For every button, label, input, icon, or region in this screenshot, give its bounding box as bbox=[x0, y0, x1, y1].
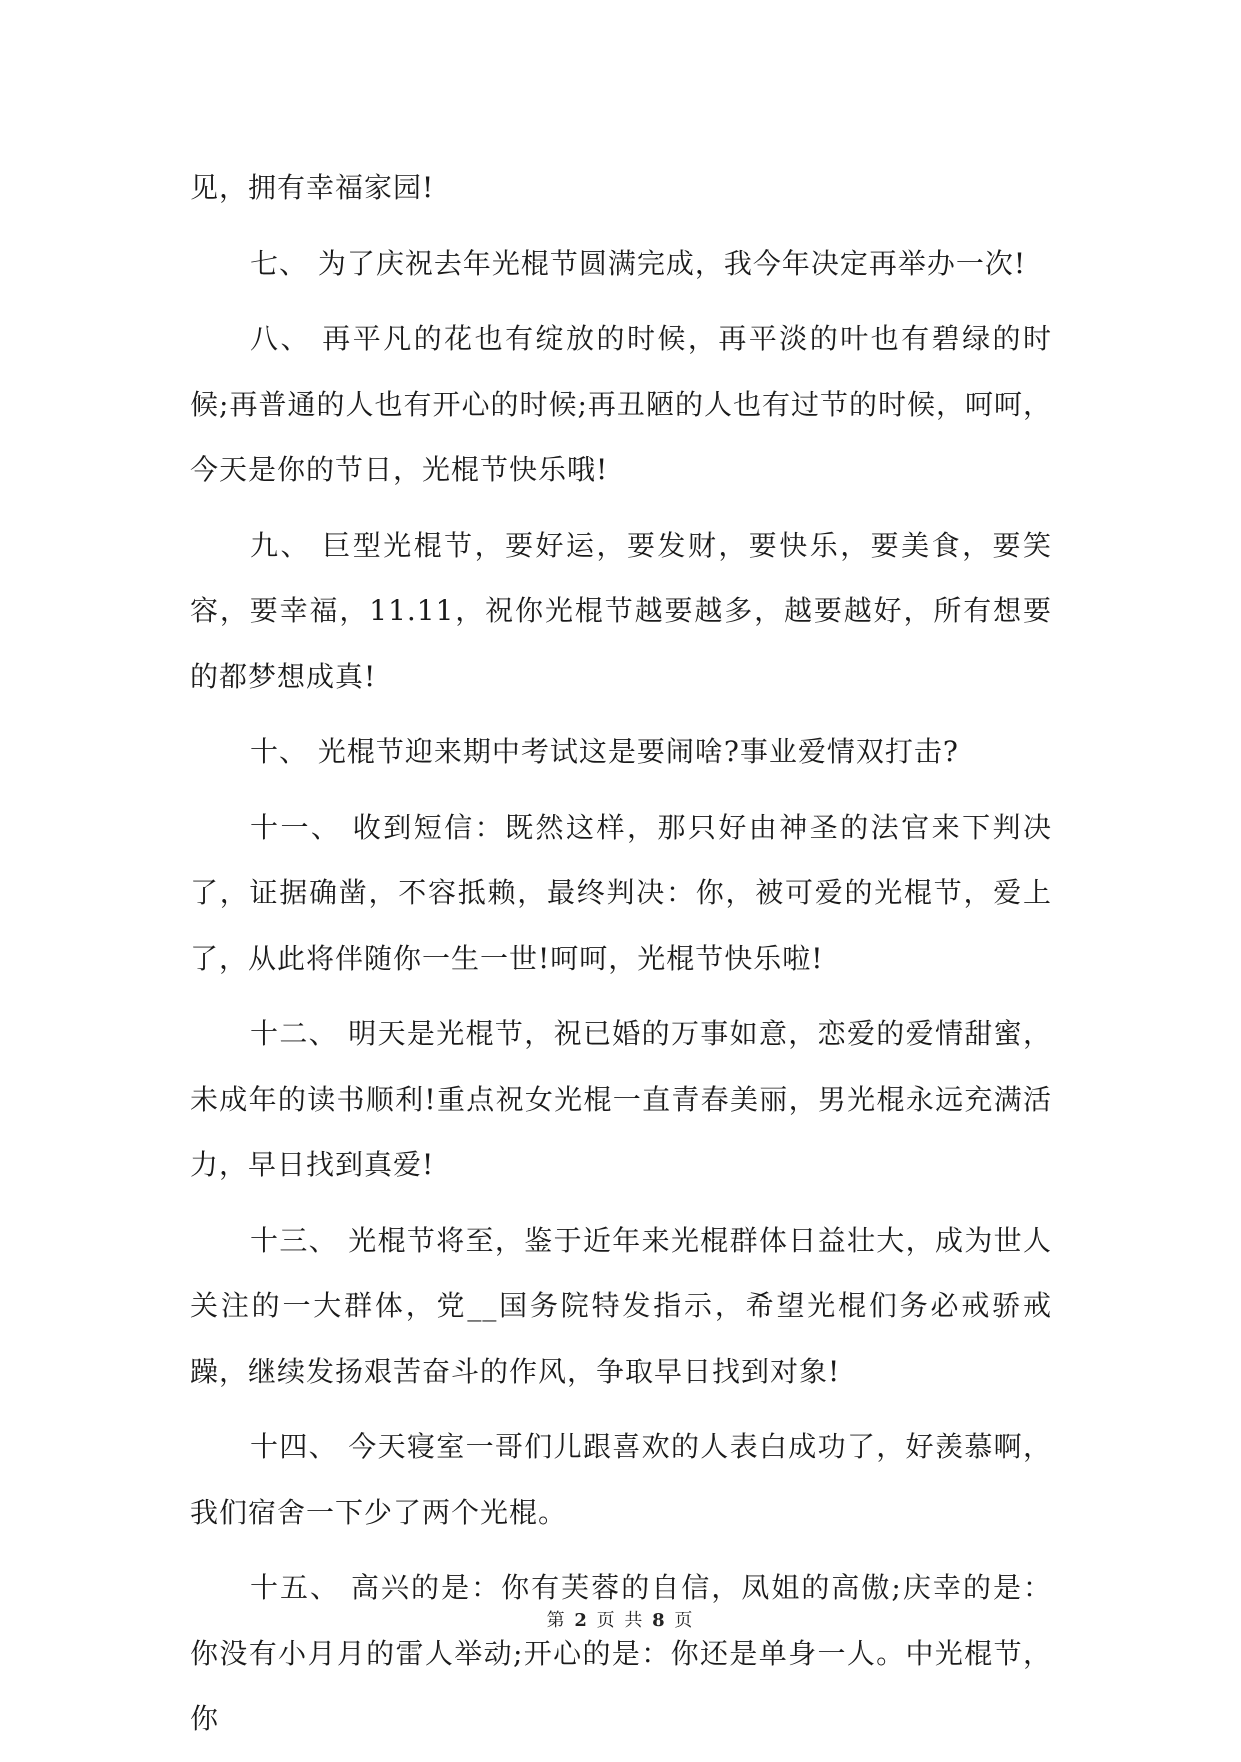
paragraph-item-13: 十三、 光棍节将至，鉴于近年来光棍群体日益壮大，成为世人关注的一大群体，党__国务院特发指示，希望光棍们务必戒骄戒躁，继续发扬艰苦奋斗的作风，争取早日找到对象! bbox=[190, 1223, 1052, 1388]
paragraph-item-14: 十四、 今天寝室一哥们儿跟喜欢的人表白成功了，好羡慕啊，我们宿舍一下少了两个光棍。 bbox=[190, 1430, 1052, 1529]
footer-total-pages: 8 bbox=[652, 1610, 667, 1631]
paragraph-continuation: 见，拥有幸福家园! bbox=[190, 171, 435, 204]
footer-page-number: 2 bbox=[574, 1610, 589, 1631]
document-body bbox=[190, 155, 1052, 1762]
paragraph-item-8: 八、 再平凡的花也有绽放的时候，再平淡的叶也有碧绿的时候;再普通的人也有开心的时候;再丑陋的人也有过节的时候，呵呵，今天是你的节日，光棍节快乐哦! bbox=[190, 322, 1052, 486]
paragraph-item-10: 十、 光棍节迎来期中考试这是要闹啥?事业爱情双打击? bbox=[250, 735, 959, 768]
paragraph-item-11: 十一、 收到短信：既然这样，那只好由神圣的法官来下判决了，证据确凿，不容抵赖，最终判决：你，被可爱的光棍节，爱上了，从此将伴随你一生一世!呵呵，光棍节快乐啦! bbox=[190, 810, 1052, 975]
paragraph-item-7: 七、 为了庆祝去年光棍节圆满完成，我今年决定再举办一次! bbox=[250, 246, 1027, 280]
footer-suffix: 页 bbox=[674, 1610, 695, 1631]
paragraph-item-15: 十五、 高兴的是：你有芙蓉的自信，凤姐的高傲;庆幸的是：你没有小月月的雷人举动;开心的是：你还是单身一人。中光棍节，你 bbox=[190, 1571, 1052, 1735]
paragraph-item-9: 九、 巨型光棍节，要好运，要发财，要快乐，要美食，要笑容，要幸福，11.11，祝你光棍节越要越多，越要越好，所有想要的都梦想成真! bbox=[190, 528, 1052, 693]
paragraph-item-12: 十二、 明天是光棍节，祝已婚的万事如意，恋爱的爱情甜蜜，未成年的读书顺利!重点祝女光棍一直青春美丽，男光棍永远充满活力，早日找到真爱! bbox=[190, 1017, 1052, 1181]
page-footer bbox=[0, 1606, 1241, 1632]
footer-prefix: 第 bbox=[546, 1610, 567, 1631]
footer-middle: 页 共 bbox=[596, 1610, 645, 1631]
